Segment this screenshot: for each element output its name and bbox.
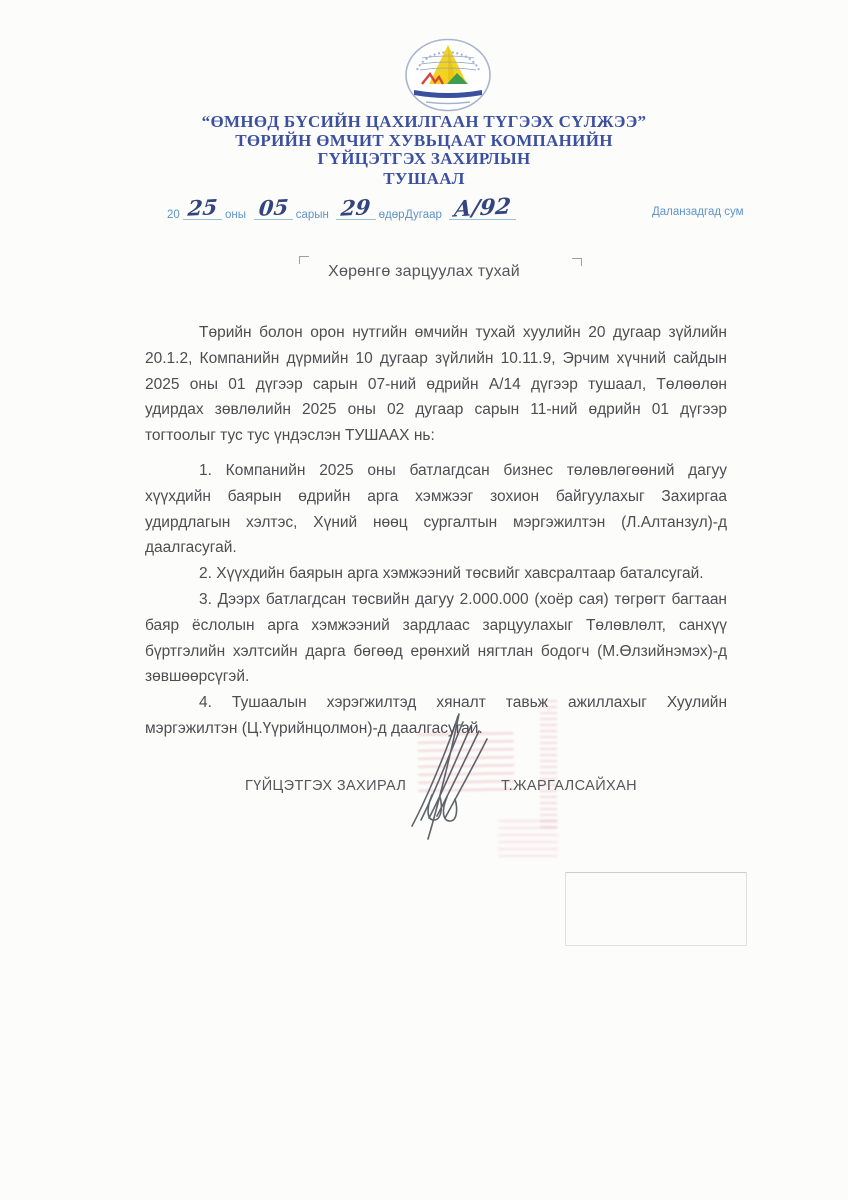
company-logo [404,38,492,112]
date-day-slot [336,194,375,221]
document-number-line [405,193,519,223]
org-header [0,113,848,188]
signature-role-label: ГҮЙЦЭТГЭХ ЗАХИРАЛ [245,778,407,794]
handwritten-year: 25 [186,194,219,221]
order-item-1: 1. Компанийн 2025 оны батлагдсан бизнес төлөвлөгөөний дагуу хүүхдийн баярын өдрийн арга хэмжээг зохион байгуулахыг Захиргаа удирдлагын хэлтэс, Хүний нөөц сургалтын мэргэжилтэн (Л.Алтанзул)-д даалгасугай. [145,461,727,557]
number-label: Дугаар [405,209,442,221]
company-logo-emblem [404,38,492,112]
handwritten-day: 29 [340,194,372,221]
location-label: Даланзадгад сум [652,206,744,218]
number-slot [449,193,516,223]
crop-mark-right [572,258,582,266]
order-item-2: 2. Хүүхдийн баярын арга хэмжээний төсвийг хавсралтаар баталсугай. [199,565,704,583]
document-title: Хөрөнгө зарцуулах тухай [328,263,520,280]
handwritten-month: 05 [257,194,289,221]
handwritten-number: А/92 [453,193,513,223]
date-line [167,194,405,223]
order-item-4: 4. Тушаалын хэрэгжилтэд хяналт тавьж ажиллахыг Хуулийн мэргэжилтэн (Ц.Үүрийнцолмон)-д даалгасугай. [145,694,727,737]
faded-stamp-outline [565,872,747,946]
order-item-3: 3. Дээрх батлагдсан төсвийн дагуу 2.000.000 (хоёр сая) төгрөгт багтаан баяр ёслолын арга хэмжээний зардлаас зарцуулахыг Төлөвлөлт, санхүү бүртгэлийн хэлтсийн дарга бөгөөд ерөнхий нягтлан бодогч (М.Өлзийнэмэх)-д зөвшөөрсүгэй. [145,590,727,686]
executive-signature [398,700,508,842]
org-name-line3: ГҮЙЦЭТГЭХ ЗАХИРЛЫН [317,149,531,168]
signature-name-label: Т.ЖАРГАЛСАЙХАН [501,778,638,794]
org-name-line2: ТӨРИЙН ӨМЧИТ ХУВЬЦААТ КОМПАНИЙН [235,130,613,150]
document-type: ТУШААЛ [383,168,465,188]
date-year-label: оны [225,209,247,221]
date-month-slot [254,194,293,221]
red-stamp-edge [540,700,557,832]
document-body [145,320,727,742]
date-year-slot [183,194,222,221]
org-name-line1: “ӨМНӨД БҮСИЙН ЦАХИЛГААН ТҮГЭЭХ СҮЛЖЭЭ” [201,112,647,131]
date-year-prefix: 20 [167,209,180,221]
preamble-paragraph: Төрийн болон орон нутгийн өмчийн тухай хуулийн 20 дугаар зүйлийн 20.1.2, Компанийн дүрмийн 10 дугаар зүйлийн 10.11.9, Эрчим хүчний сайдын 2025 оны 01 дүгээр сарын 07-ний өдрийн А/14 дүгээр тушаал, Төлөөлөн удирдах зөвлөлийн 2025 оны 02 дугаар сарын 11-ний өдрийн 01 дүгээр тогтоолыг тус тус үндэслэн ТУШААХ нь: [145,324,727,445]
date-day-label: өдөр [378,209,405,221]
date-month-label: сарын [295,209,329,221]
